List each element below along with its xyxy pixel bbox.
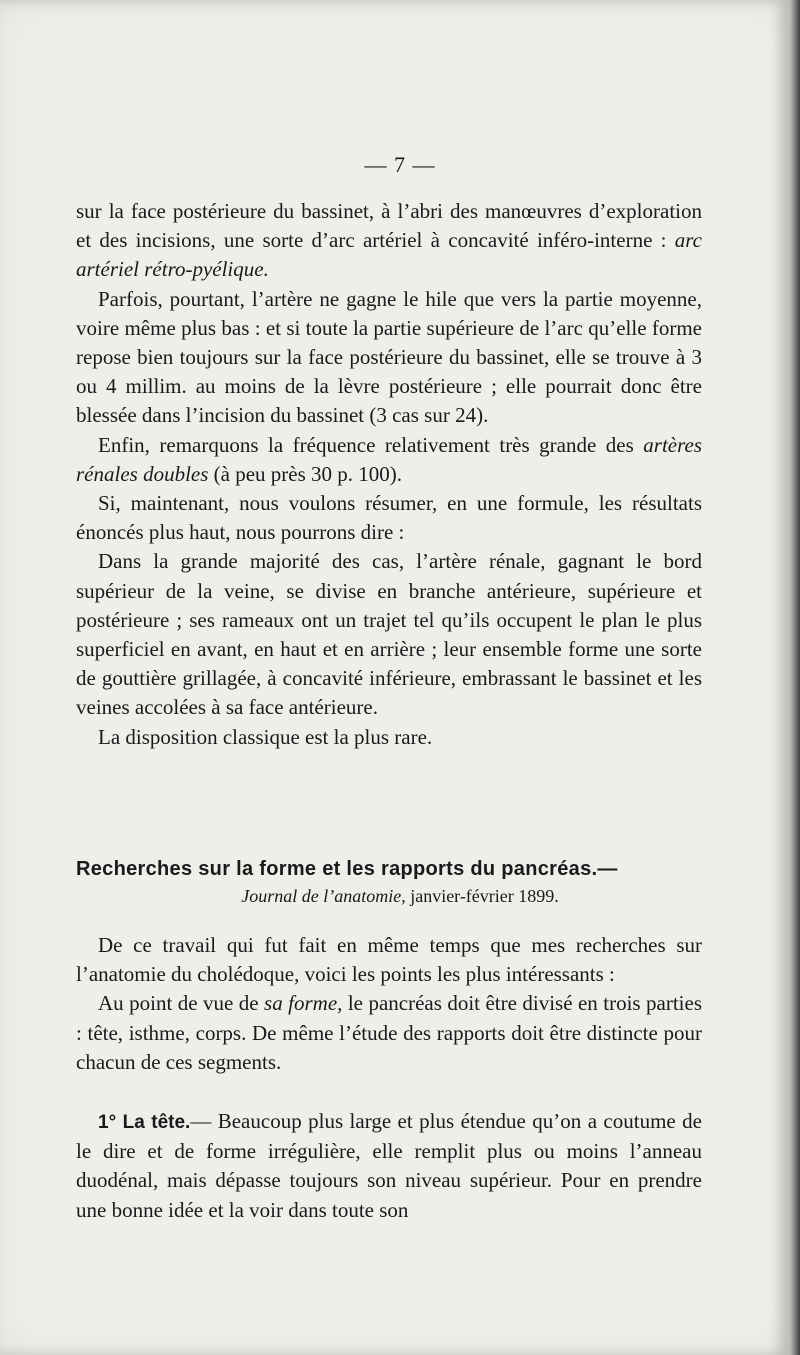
paragraph-3-italic: artères rénales doubles <box>76 432 702 486</box>
paragraph-8 <box>76 989 702 1077</box>
paragraph-9-lead: 1° La tête. <box>98 1112 191 1133</box>
paragraph-3-text-b: (à peu près 30 p. 100). <box>208 461 403 486</box>
journal-name: Journal de l’anatomie, <box>241 886 406 906</box>
paragraph-8-text-a: Au point de vue de <box>98 991 265 1016</box>
paragraph-2: Parfois, pourtant, l’artère ne gagne le hile que vers la partie moyenne, voire même plus bas : et si toute la partie supérieure de l’arc qu’elle forme repose bien toujours sur la face postérieure du bassinet, elle se trouve à 3 ou 4 millim. au moins de la lèvre postérieure ; elle pourrait donc être blessée dans l’incision du bassinet (3 cas sur 24). <box>76 286 702 428</box>
paragraph-3 <box>76 431 702 489</box>
page-number: — 7 — <box>364 152 436 177</box>
section-heading: Recherches sur la forme et les rapports du pancréas.— <box>76 858 618 880</box>
paragraph-9-text: — Beaucoup plus large et plus étendue qu’on a coutume de le dire et de forme irrégulière, elle remplit plus ou moins l’anneau duodénal, mais dépasse toujours son niveau supérieur. Pour en prendre une bonne idée et la voir dans toute son <box>76 1109 702 1222</box>
paragraph-8-text-b: le pancréas doit être divisé en trois parties : tête, isthme, corps. De même l’étude des rapports doit être distincte pour chacun de ces segments. <box>76 991 703 1074</box>
body-text-upper <box>76 197 702 752</box>
paragraph-1-text: sur la face postérieure du bassinet, à l’abri des manœuvres d’exploration et des incisions, une sorte d’arc artériel à concavité inféro-interne : <box>76 199 702 253</box>
paragraph-6: La disposition classique est la plus rare. <box>98 724 433 749</box>
paragraph-1-italic: arc artériel rétro-pyélique. <box>76 228 702 282</box>
paragraph-5: Dans la grande majorité des cas, l’artère rénale, gagnant le bord supérieur de la veine, se divise en branche antérieure, supérieure et postérieure ; ses rameaux ont un trajet tel qu’ils occupent le plan le plus superficiel en avant, en haut et en arrière ; leur ensemble forme une sorte de gouttière grillagée, à concavité inférieure, embrassant le bassinet et les veines accolées à sa face antérieure. <box>76 549 702 720</box>
paragraph-9 <box>76 1107 702 1225</box>
body-text-head <box>76 1107 702 1225</box>
journal-reference <box>0 886 800 907</box>
paragraph-1 <box>76 197 702 285</box>
body-text-lower <box>76 931 702 1077</box>
journal-date: janvier-février 1899. <box>405 886 559 906</box>
paragraph-4: Si, maintenant, nous voulons résumer, en une formule, les résultats énoncés plus haut, nous pourrons dire : <box>76 491 702 545</box>
paragraph-8-italic: sa forme, <box>264 991 343 1016</box>
paragraph-7: De ce travail qui fut fait en même temps que mes recherches sur l’anatomie du cholédoque, voici les points les plus intéressants : <box>76 933 702 987</box>
page-edge <box>790 0 800 1355</box>
paragraph-3-text-a: Enfin, remarquons la fréquence relativement très grande des <box>98 432 644 457</box>
